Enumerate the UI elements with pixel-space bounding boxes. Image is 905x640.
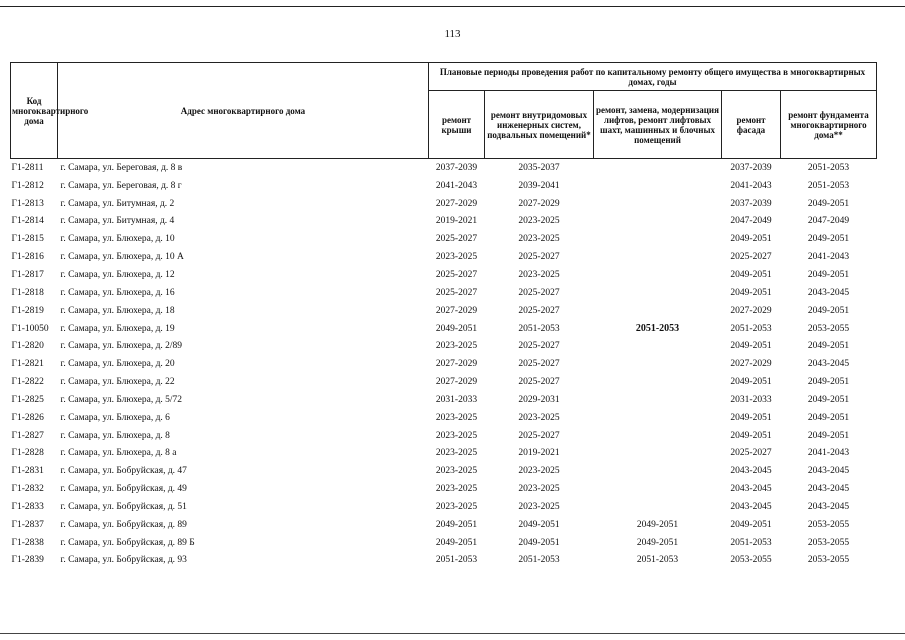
cell-facade: 2049-2051 [730, 341, 772, 352]
cell-facade: 2049-2051 [730, 269, 772, 280]
cell-address: г. Самара, ул. Бобруйская, д. 89 Б [60, 537, 195, 548]
cell-foundation: 2049-2051 [807, 394, 850, 405]
table-row [11, 337, 877, 355]
cell-elevator [594, 498, 722, 516]
cell-elevator: 2051-2053 [636, 555, 679, 566]
cell-facade: 2025-2027 [730, 448, 772, 459]
table-row [11, 516, 877, 534]
page-number: 113 [444, 28, 461, 40]
cell-roof: 2023-2025 [435, 501, 478, 512]
cell-facade: 2047-2049 [730, 216, 772, 227]
cell-roof: 2025-2027 [435, 287, 478, 298]
cell-code: Г1-2812 [11, 180, 44, 191]
cell-address: г. Самара, ул. Битумная, д. 2 [60, 198, 175, 209]
cell-foundation: 2043-2045 [807, 501, 850, 512]
cell-elevator [594, 462, 722, 480]
table-row [11, 230, 877, 248]
cell-address: г. Самара, ул. Битумная, д. 4 [60, 216, 175, 227]
cell-systems: 2019-2021 [518, 448, 560, 459]
cell-systems: 2051-2053 [518, 323, 560, 334]
cell-foundation: 2043-2045 [807, 466, 850, 477]
cell-systems: 2049-2051 [518, 537, 560, 548]
cell-systems: 2039-2041 [518, 180, 560, 191]
table-row [11, 320, 877, 338]
cell-elevator [594, 213, 722, 231]
cell-facade: 2027-2029 [730, 305, 772, 316]
cell-address: г. Самара, ул. Блюхера, д. 10 А [60, 252, 184, 263]
cell-foundation: 2049-2051 [807, 430, 850, 441]
cell-code: Г1-2822 [11, 377, 44, 388]
cell-code: Г1-2831 [11, 466, 44, 477]
cell-code: Г1-2825 [11, 394, 44, 405]
header-facade: ремонт фасада [722, 91, 781, 159]
cell-roof: 2037-2039 [429, 159, 485, 177]
cell-elevator [594, 445, 722, 463]
table-row [11, 195, 877, 213]
header-planned-periods: Плановые периоды проведения работ по капитальному ремонту общего имущества в многоквартирных домах, годы [429, 63, 877, 91]
cell-code: Г1-2820 [11, 341, 44, 352]
cell-elevator [594, 230, 722, 248]
cell-systems: 2023-2025 [518, 501, 560, 512]
cell-roof: 2023-2025 [435, 412, 478, 423]
cell-foundation: 2049-2051 [807, 341, 850, 352]
cell-facade: 2049-2051 [730, 430, 772, 441]
cell-roof: 2025-2027 [435, 269, 478, 280]
cell-foundation: 2047-2049 [807, 216, 850, 227]
cell-foundation: 2051-2053 [781, 159, 877, 177]
cell-facade: 2043-2045 [730, 484, 772, 495]
cell-address: г. Самара, ул. Береговая, д. 8 в [58, 159, 429, 177]
top-rule [0, 6, 905, 7]
cell-facade: 2025-2027 [730, 252, 772, 263]
cell-systems: 2051-2053 [518, 555, 560, 566]
header-systems: ремонт внутридомовых инженерных систем, подвальных помещений* [485, 91, 594, 159]
cell-code: Г1-2815 [11, 234, 44, 245]
table-row [11, 177, 877, 195]
cell-facade: 2027-2029 [730, 359, 772, 370]
cell-elevator [594, 409, 722, 427]
cell-facade: 2051-2053 [730, 537, 772, 548]
cell-foundation: 2053-2055 [807, 519, 850, 530]
cell-address: г. Самара, ул. Блюхера, д. 19 [60, 323, 175, 334]
cell-systems: 2025-2027 [518, 430, 560, 441]
cell-address: г. Самара, ул. Блюхера, д. 16 [60, 287, 175, 298]
cell-elevator [594, 266, 722, 284]
cell-foundation: 2053-2055 [807, 323, 850, 334]
cell-roof: 2027-2029 [435, 198, 478, 209]
table-row [11, 159, 877, 177]
bottom-rule [0, 633, 905, 634]
table-row [11, 427, 877, 445]
cell-systems: 2023-2025 [518, 466, 560, 477]
cell-address: г. Самара, ул. Блюхера, д. 18 [60, 305, 175, 316]
cell-address: г. Самара, ул. Блюхера, д. 22 [60, 377, 175, 388]
cell-elevator [594, 427, 722, 445]
cell-address: г. Самара, ул. Блюхера, д. 5/72 [60, 394, 183, 405]
cell-facade: 2043-2045 [730, 501, 772, 512]
cell-foundation: 2049-2051 [807, 412, 850, 423]
table-row [11, 248, 877, 266]
cell-elevator [594, 480, 722, 498]
cell-systems: 2029-2031 [518, 394, 560, 405]
table-row [11, 266, 877, 284]
cell-address: г. Самара, ул. Бобруйская, д. 47 [60, 466, 187, 477]
cell-code: Г1-2819 [11, 305, 44, 316]
cell-elevator [594, 195, 722, 213]
cell-facade: 2051-2053 [730, 323, 772, 334]
cell-code: Г1-2828 [11, 448, 44, 459]
cell-address: г. Самара, ул. Блюхера, д. 8 [60, 430, 170, 441]
table-row [11, 552, 877, 570]
cell-elevator [594, 284, 722, 302]
cell-elevator: 2051-2053 [635, 323, 680, 335]
cell-foundation: 2051-2053 [807, 180, 850, 191]
cell-elevator [594, 177, 722, 195]
cell-foundation: 2053-2055 [807, 537, 850, 548]
cell-code: Г1-2817 [11, 269, 44, 280]
cell-systems: 2025-2027 [518, 252, 560, 263]
cell-code: Г1-2838 [11, 537, 44, 548]
repair-schedule-table [10, 62, 877, 569]
cell-address: г. Самара, ул. Блюхера, д. 2/89 [60, 341, 183, 352]
cell-address: г. Самара, ул. Береговая, д. 8 г [60, 180, 182, 191]
cell-roof: 2049-2051 [435, 537, 478, 548]
cell-elevator: 2049-2051 [636, 537, 679, 548]
cell-address: г. Самара, ул. Блюхера, д. 20 [60, 359, 175, 370]
cell-code: Г1-2818 [11, 287, 44, 298]
table-row [11, 302, 877, 320]
header-roof: ремонт крыши [429, 91, 485, 159]
cell-foundation: 2049-2051 [807, 234, 850, 245]
cell-address: г. Самара, ул. Блюхера, д. 8 а [60, 448, 177, 459]
cell-foundation: 2043-2045 [807, 359, 850, 370]
cell-foundation: 2049-2051 [807, 269, 850, 280]
cell-systems: 2025-2027 [518, 305, 560, 316]
cell-code: Г1-2826 [11, 412, 44, 423]
cell-roof: 2019-2021 [435, 216, 478, 227]
cell-systems: 2025-2027 [518, 341, 560, 352]
table-row [11, 445, 877, 463]
cell-code: Г1-2833 [11, 501, 44, 512]
cell-code: Г1-10050 [11, 323, 49, 334]
cell-roof: 2025-2027 [435, 234, 478, 245]
table-row [11, 498, 877, 516]
table-row [11, 373, 877, 391]
header-code: Код многоквартирного дома [11, 63, 58, 159]
cell-elevator [594, 391, 722, 409]
cell-elevator [594, 355, 722, 373]
cell-systems: 2035-2037 [485, 159, 594, 177]
cell-foundation: 2049-2051 [807, 377, 850, 388]
cell-facade: 2049-2051 [730, 287, 772, 298]
cell-address: г. Самара, ул. Блюхера, д. 10 [60, 234, 175, 245]
cell-systems: 2049-2051 [518, 519, 560, 530]
table-row [11, 462, 877, 480]
cell-address: г. Самара, ул. Бобруйская, д. 49 [60, 484, 187, 495]
table-row [11, 409, 877, 427]
cell-foundation: 2049-2051 [807, 305, 850, 316]
cell-facade: 2037-2039 [730, 198, 772, 209]
cell-systems: 2023-2025 [518, 412, 560, 423]
cell-foundation: 2041-2043 [807, 448, 850, 459]
cell-facade: 2043-2045 [730, 466, 772, 477]
cell-foundation: 2043-2045 [807, 287, 850, 298]
cell-foundation: 2041-2043 [807, 252, 850, 263]
cell-systems: 2023-2025 [518, 269, 560, 280]
cell-code: Г1-2813 [11, 198, 44, 209]
cell-roof: 2031-2033 [435, 394, 478, 405]
cell-address: г. Самара, ул. Бобруйская, д. 93 [60, 555, 187, 566]
cell-code: Г1-2814 [11, 216, 44, 227]
table-row [11, 213, 877, 231]
table-row [11, 355, 877, 373]
table-row [11, 284, 877, 302]
cell-address: г. Самара, ул. Блюхера, д. 12 [60, 269, 175, 280]
header-address: Адрес многоквартирного дома [58, 63, 429, 159]
cell-code: Г1-2821 [11, 359, 44, 370]
cell-roof: 2023-2025 [435, 430, 478, 441]
cell-elevator [594, 337, 722, 355]
cell-code: Г1-2816 [11, 252, 44, 263]
cell-elevator [594, 302, 722, 320]
cell-systems: 2027-2029 [518, 198, 560, 209]
cell-systems: 2025-2027 [518, 359, 560, 370]
cell-facade: 2053-2055 [730, 555, 772, 566]
cell-facade: 2041-2043 [730, 180, 772, 191]
cell-facade: 2049-2051 [730, 234, 772, 245]
cell-elevator: 2049-2051 [636, 519, 679, 530]
cell-roof: 2027-2029 [435, 305, 478, 316]
cell-foundation: 2043-2045 [807, 484, 850, 495]
cell-systems: 2023-2025 [518, 484, 560, 495]
cell-foundation: 2049-2051 [807, 198, 850, 209]
table-body [11, 159, 877, 570]
cell-code: Г1-2827 [11, 430, 44, 441]
cell-roof: 2023-2025 [435, 448, 478, 459]
cell-roof: 2027-2029 [435, 359, 478, 370]
header-elevator: ремонт, замена, модернизация лифтов, ремонт лифтовых шахт, машинных и блочных помещений [594, 91, 722, 159]
cell-code: Г1-2839 [11, 555, 44, 566]
cell-elevator [594, 373, 722, 391]
cell-roof: 2023-2025 [435, 252, 478, 263]
cell-roof: 2023-2025 [435, 341, 478, 352]
cell-roof: 2027-2029 [435, 377, 478, 388]
cell-facade: 2049-2051 [730, 412, 772, 423]
cell-facade: 2031-2033 [730, 394, 772, 405]
cell-code: Г1-2837 [11, 519, 44, 530]
cell-roof: 2049-2051 [435, 323, 478, 334]
table-row [11, 534, 877, 552]
cell-systems: 2023-2025 [518, 234, 560, 245]
header-foundation: ремонт фундамента многоквартирного дома** [781, 91, 877, 159]
cell-facade: 2049-2051 [730, 519, 772, 530]
cell-facade: 2049-2051 [730, 377, 772, 388]
table-row [11, 391, 877, 409]
cell-roof: 2023-2025 [435, 484, 478, 495]
cell-address: г. Самара, ул. Бобруйская, д. 51 [60, 501, 187, 512]
cell-roof: 2023-2025 [435, 466, 478, 477]
cell-systems: 2023-2025 [518, 216, 560, 227]
cell-address: г. Самара, ул. Бобруйская, д. 89 [60, 519, 187, 530]
cell-elevator [594, 159, 722, 177]
cell-facade: 2037-2039 [722, 159, 781, 177]
cell-roof: 2049-2051 [435, 519, 478, 530]
cell-code: Г1-2811 [11, 159, 58, 177]
cell-systems: 2025-2027 [518, 377, 560, 388]
cell-roof: 2051-2053 [435, 555, 478, 566]
cell-foundation: 2053-2055 [807, 555, 850, 566]
cell-systems: 2025-2027 [518, 287, 560, 298]
cell-code: Г1-2832 [11, 484, 44, 495]
cell-elevator [594, 248, 722, 266]
table-row [11, 480, 877, 498]
cell-address: г. Самара, ул. Блюхера, д. 6 [60, 412, 170, 423]
cell-roof: 2041-2043 [435, 180, 478, 191]
